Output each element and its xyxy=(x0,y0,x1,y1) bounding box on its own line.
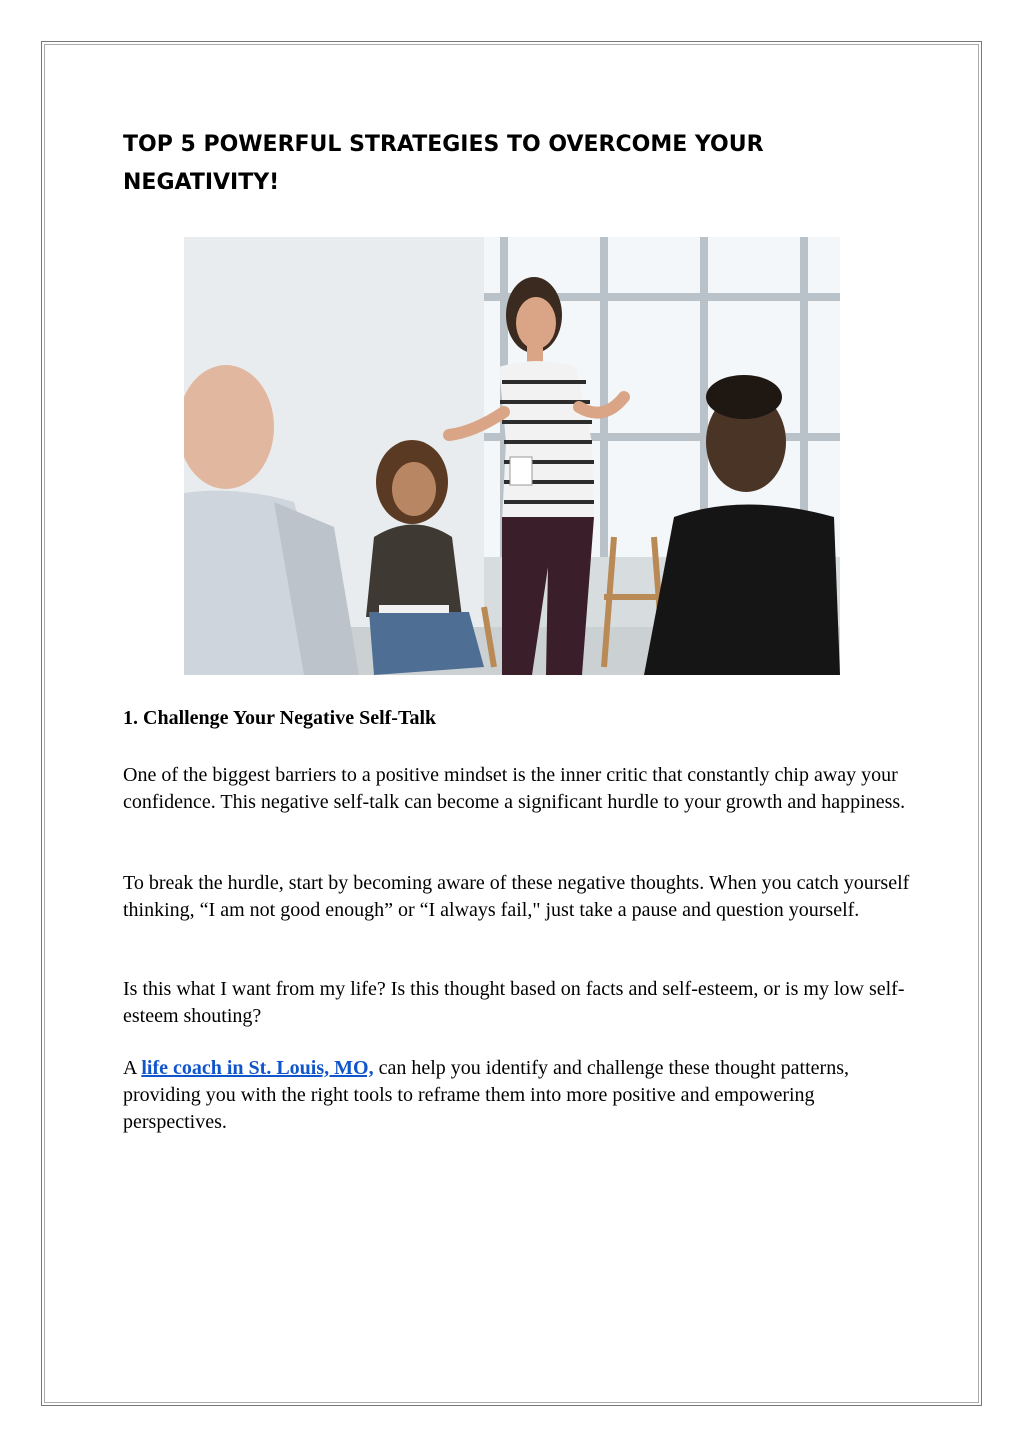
paragraph-life-coach xyxy=(123,1055,913,1136)
group-discussion-photo xyxy=(184,237,840,675)
document-title: TOP 5 POWERFUL STRATEGIES TO OVERCOME YOUR NEGATIVITY! xyxy=(123,132,764,195)
paragraph-self-question: Is this what I want from my life? Is this thought based on facts and self-esteem, or is my low self-esteem shouting? xyxy=(123,978,905,1027)
section-heading: 1. Challenge Your Negative Self-Talk xyxy=(123,707,437,729)
paragraph-inner-critic: One of the biggest barriers to a positive mindset is the inner critic that constantly chip away your confidence. This negative self-talk can become a significant hurdle to your growth and happiness. xyxy=(123,764,906,813)
life-coach-link[interactable]: life coach in St. Louis, MO, xyxy=(141,1057,374,1079)
paragraph-life-coach-start: A xyxy=(123,1057,142,1079)
paragraph-life-coach-end: can help you identify and challenge these thought patterns, providing you with the right tools to reframe them into more positive and empowering perspectives. xyxy=(123,1057,849,1133)
paragraph-break-hurdle: To break the hurdle, start by becoming aware of these negative thoughts. When you catch yourself thinking, “I am not good enough” or “I always fail," just take a pause and question yourself. xyxy=(123,872,910,921)
